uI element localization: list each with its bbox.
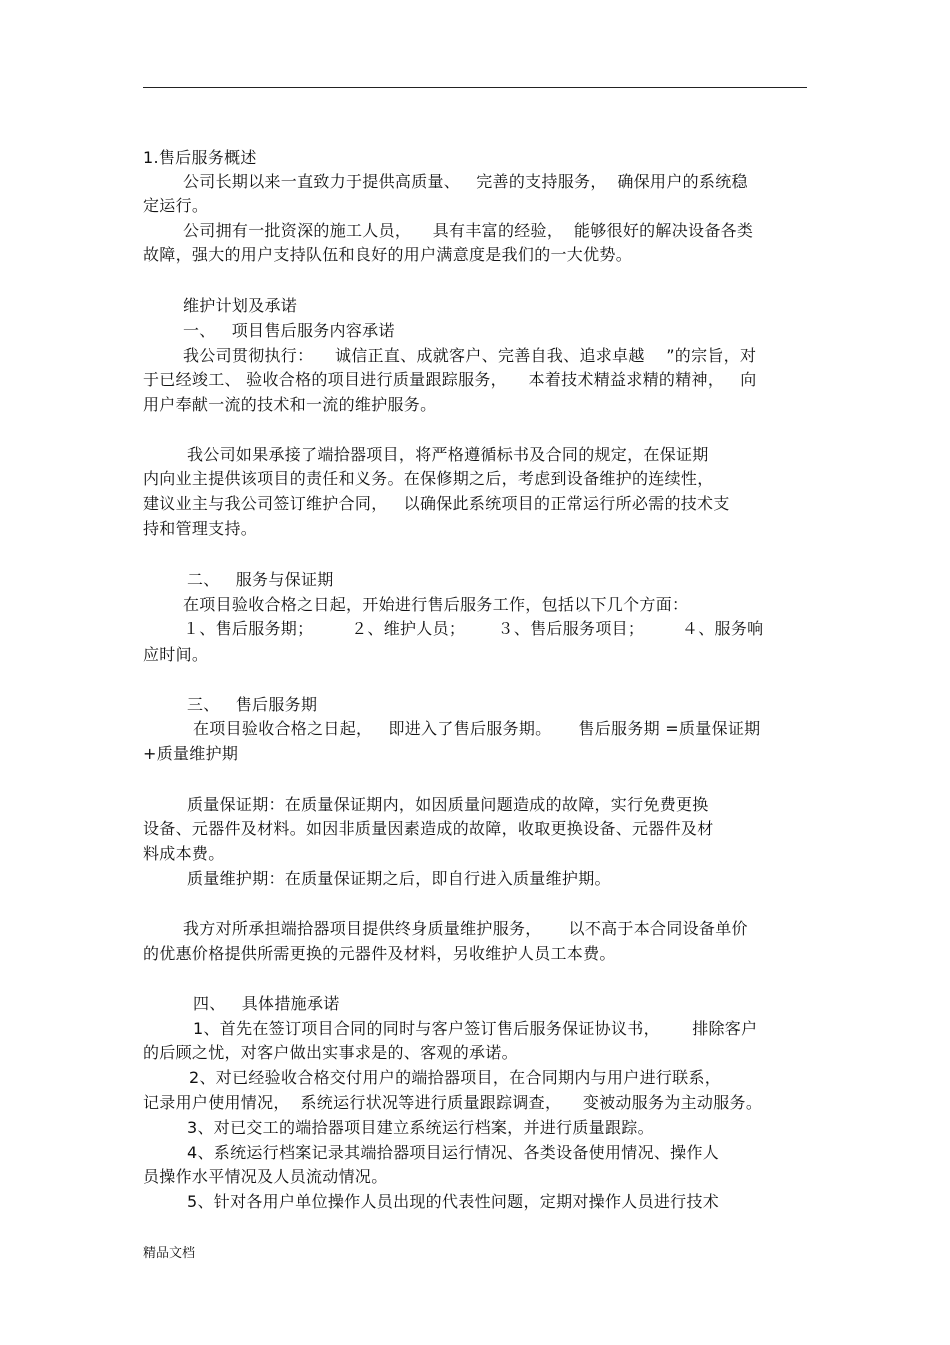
paragraph-line: 在项目验收合格之日起，开始进行售后服务工作，包括以下几个方面：	[183, 595, 689, 614]
section-heading: 维护计划及承诺	[183, 296, 298, 315]
paragraph-line: 在项目验收合格之日起， 即进入了售后服务期。 售后服务期 =质量保证期	[193, 719, 761, 738]
paragraph-line: 用户奉献一流的技术和一流的维护服务。	[143, 395, 437, 414]
section-heading: 二、 服务与保证期	[187, 570, 334, 589]
paragraph-line: 我方对所承担端拾器项目提供终身质量维护服务， 以不高于本合同设备单价	[183, 919, 748, 938]
paragraph-line: 我公司贯彻执行： 诚信正直、成就客户、完善自我、追求卓越 ”的宗旨，对	[183, 346, 757, 365]
paragraph-line: 内向业主提供该项目的责任和义务。在保修期之后，考虑到设备维护的连续性，	[143, 469, 714, 488]
paragraph-line: 故障，强大的用户支持队伍和良好的用户满意度是我们的一大优势。	[143, 245, 633, 264]
paragraph-line: 记录用户使用情况， 系统运行状况等进行质量跟踪调查， 变被动服务为主动服务。	[143, 1093, 763, 1112]
section-heading: 四、 具体措施承诺	[193, 994, 340, 1013]
footer-text: 精品文档	[143, 1246, 196, 1261]
paragraph-line: +质量维护期	[143, 744, 239, 763]
section-heading: 一、 项目售后服务内容承诺	[183, 321, 395, 340]
paragraph-line: 3、对已交工的端拾器项目建立系统运行档案，并进行质量跟踪。	[187, 1118, 654, 1137]
paragraph-line: 质量维护期：在质量保证期之后，即自行进入质量维护期。	[187, 869, 611, 888]
paragraph-line: 于已经竣工、 验收合格的项目进行质量跟踪服务， 本着技术精益求精的精神， 向	[143, 370, 757, 389]
paragraph-line: 的后顾之忧，对客户做出实事求是的、客观的承诺。	[143, 1043, 518, 1062]
paragraph-line: 应时间。	[143, 645, 209, 664]
paragraph-line: 公司拥有一批资深的施工人员， 具有丰富的经验， 能够很好的解决设备各类	[183, 221, 754, 240]
paragraph-line: 持和管理支持。	[143, 519, 258, 538]
paragraph-line: 4、系统运行档案记录其端拾器项目运行情况、各类设备使用情况、操作人	[187, 1143, 720, 1162]
paragraph-line: 公司长期以来一直致力于提供高质量、 完善的支持服务， 确保用户的系统稳	[183, 172, 748, 191]
paragraph-line: 定运行。	[143, 196, 209, 215]
section-heading: 1.售后服务概述	[143, 148, 257, 167]
paragraph-line: 质量保证期：在质量保证期内，如因质量问题造成的故障，实行免费更换	[187, 795, 709, 814]
paragraph-line: 设备、元器件及材料。如因非质量因素造成的故障，收取更换设备、元器件及材	[143, 819, 714, 838]
paragraph-line: 5、针对各用户单位操作人员出现的代表性问题，定期对操作人员进行技术	[187, 1192, 720, 1211]
paragraph-line: 1、首先在签订项目合同的同时与客户签订售后服务保证协议书， 排除客户	[193, 1019, 758, 1038]
paragraph-line: 建议业主与我公司签订维护合同， 以确保此系统项目的正常运行所必需的技术支	[143, 494, 730, 513]
paragraph-line: 员操作水平情况及人员流动情况。	[143, 1167, 388, 1186]
paragraph-line: 2、对已经验收合格交付用户的端拾器项目，在合同期内与用户进行联系，	[189, 1068, 722, 1087]
header-rule	[143, 87, 807, 88]
section-heading: 三、 售后服务期	[187, 695, 318, 714]
paragraph-line: 料成本费。	[143, 844, 225, 863]
paragraph-line: 的优惠价格提供所需更换的元器件及材料，另收维护人员工本费。	[143, 944, 616, 963]
paragraph-line: １、售后服务期； ２、维护人员； ３、售后服务项目； ４、服务响	[183, 619, 764, 638]
paragraph-line: 我公司如果承接了端拾器项目，将严格遵循标书及合同的规定，在保证期	[187, 445, 709, 464]
